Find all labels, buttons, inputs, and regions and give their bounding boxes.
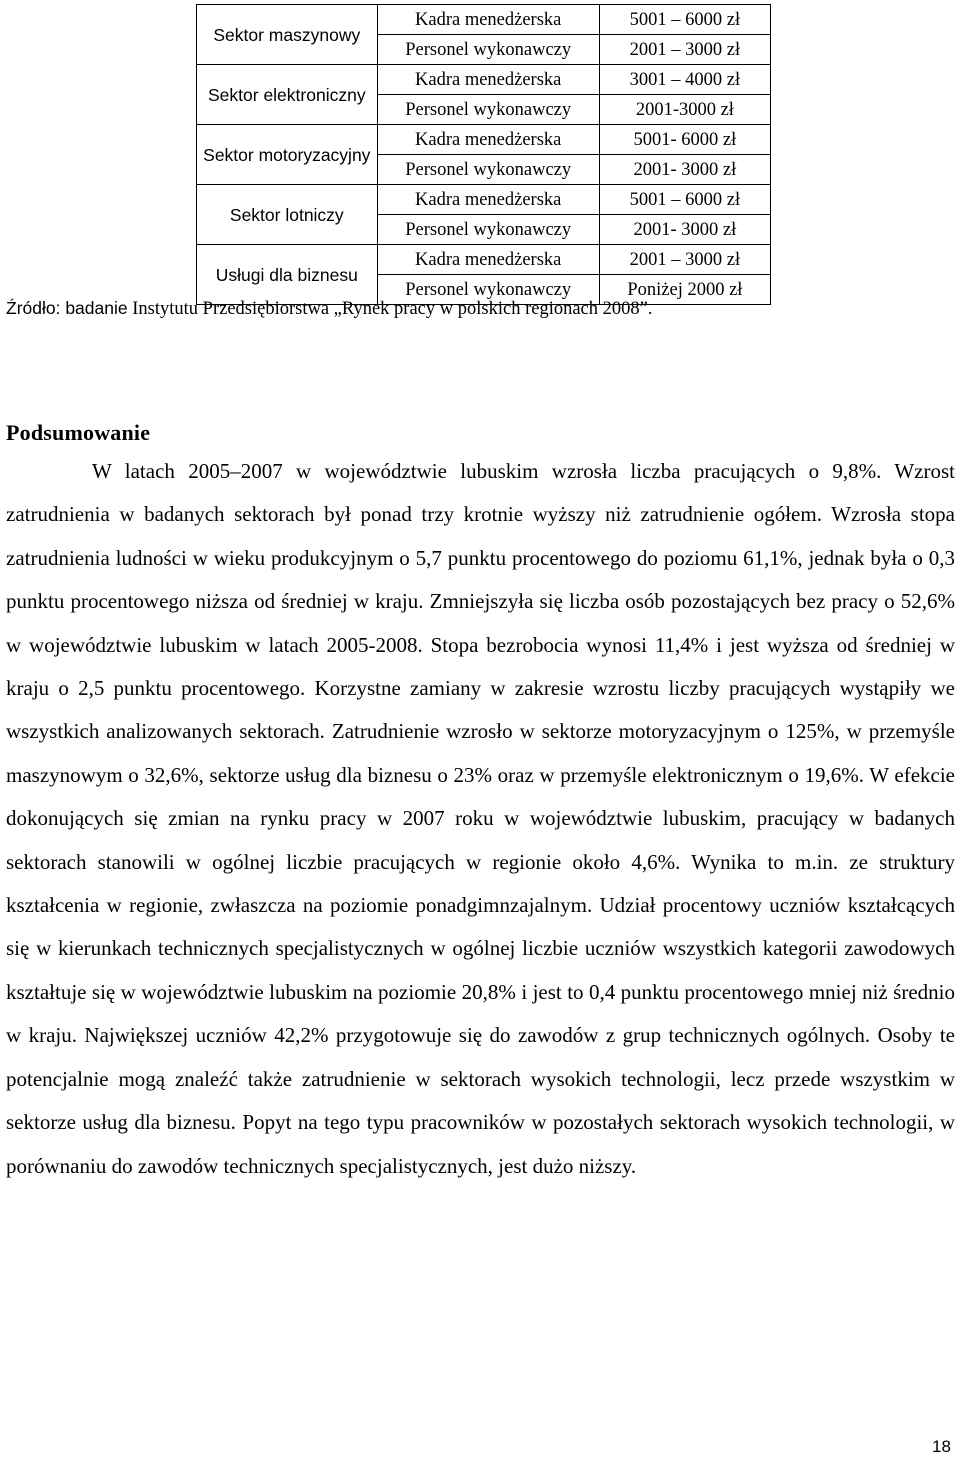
salary-cell: 2001-3000 zł <box>599 95 770 125</box>
staff-cell: Kadra menedżerska <box>377 65 599 95</box>
table-row <box>197 65 771 95</box>
table-row <box>197 5 771 35</box>
sector-cell: Sektor lotniczy <box>197 185 378 245</box>
salary-cell: 2001- 3000 zł <box>599 215 770 245</box>
section-heading: Podsumowanie <box>6 420 151 445</box>
staff-cell: Personel wykonawczy <box>377 215 599 245</box>
salary-cell: 2001 – 3000 zł <box>599 245 770 275</box>
table-row <box>197 185 771 215</box>
source-note <box>6 298 652 320</box>
staff-cell: Kadra menedżerska <box>377 245 599 275</box>
sector-cell: Usługi dla biznesu <box>197 245 378 305</box>
salary-cell: 5001- 6000 zł <box>599 125 770 155</box>
summary-paragraph: W latach 2005–2007 w województwie lubuskim wzrosła liczba pracujących o 9,8%. Wzrost zatrudnienia w badanych sektorach był ponad trzy krotnie wyższy niż zatrudnienie ogółem. Wzrosła stopa zatrudnienia ludności w wieku produkcyjnym o 5,7 punktu procentowego do poziomu 61,1%, jednak była o 0,3 punktu procentowego niższa od średniej w kraju. Zmniejszyła się liczba osób pozostających bez pracy o 52,6% w województwie lubuskim w latach 2005-2008. Stopa bezrobocia wynosi 11,4% i jest wyższa od średniej w kraju o 2,5 punktu procentowego. Korzystne zamiany w zakresie wzrostu liczby pracujących wystąpiły we wszystkich analizowanych sektorach. Zatrudnienie wzrosło w sektorze motoryzacyjnym o 125%, w przemyśle maszynowym o 32,6%, sektorze usług dla biznesu o 23% oraz w przemyśle elektronicznym o 19,6%. W efekcie dokonujących się zmian na rynku pracy w 2007 roku w województwie lubuskim, pracujący w badanych sektorach stanowili w ogólnej liczbie pracujących w regionie około 4,6%. Wynika to m.in. ze struktury kształcenia w regionie, zwłaszcza na poziomie ponadgimnzajalnym. Udział procentowy uczniów kształcących się w kierunkach technicznych specjalistycznych w ogólnej liczbie uczniów wszystkich kategorii zawodowych kształtuje się w województwie lubuskim na poziomie 20,8% i jest to 0,4 punktu procentowego mniej niż średnio w kraju. Największej uczniów 42,2% przygotowuje się do zawodów z grup technicznych ogólnych. Osoby te potencjalnie mogą znaleźć także zatrudnienie w sektorach wysokich technologii, lecz przede wszystkim w sektorze usług dla biznesu. Popyt na tego typu pracowników w pozostałych sektorach wysokich technologii, w porównaniu do zawodów technicznych specjalistycznych, jest dużo niższy. <box>6 459 955 1178</box>
staff-cell: Personel wykonawczy <box>377 155 599 185</box>
staff-cell: Kadra menedżerska <box>377 125 599 155</box>
salary-cell: 2001- 3000 zł <box>599 155 770 185</box>
table-row <box>197 125 771 155</box>
sector-cell: Sektor motoryzacyjny <box>197 125 378 185</box>
staff-cell: Personel wykonawczy <box>377 95 599 125</box>
salary-cell: 5001 – 6000 zł <box>599 5 770 35</box>
sector-cell: Sektor elektroniczny <box>197 65 378 125</box>
source-text: Instytutu Przedsiębiorstwa „Rynek pracy w polskich regionach 2008”. <box>132 299 653 319</box>
staff-cell: Kadra menedżerska <box>377 5 599 35</box>
page-number: 18 <box>932 1437 951 1456</box>
staff-cell: Personel wykonawczy <box>377 35 599 65</box>
salary-cell: 3001 – 4000 zł <box>599 65 770 95</box>
table-row <box>197 245 771 275</box>
salary-table <box>196 4 771 305</box>
staff-cell: Kadra menedżerska <box>377 185 599 215</box>
sector-cell: Sektor maszynowy <box>197 5 378 65</box>
source-label: Źródło: badanie <box>6 298 128 318</box>
staff-cell: Personel wykonawczy <box>377 275 599 305</box>
salary-cell: 5001 – 6000 zł <box>599 185 770 215</box>
salary-cell: Poniżej 2000 zł <box>599 275 770 305</box>
salary-cell: 2001 – 3000 zł <box>599 35 770 65</box>
